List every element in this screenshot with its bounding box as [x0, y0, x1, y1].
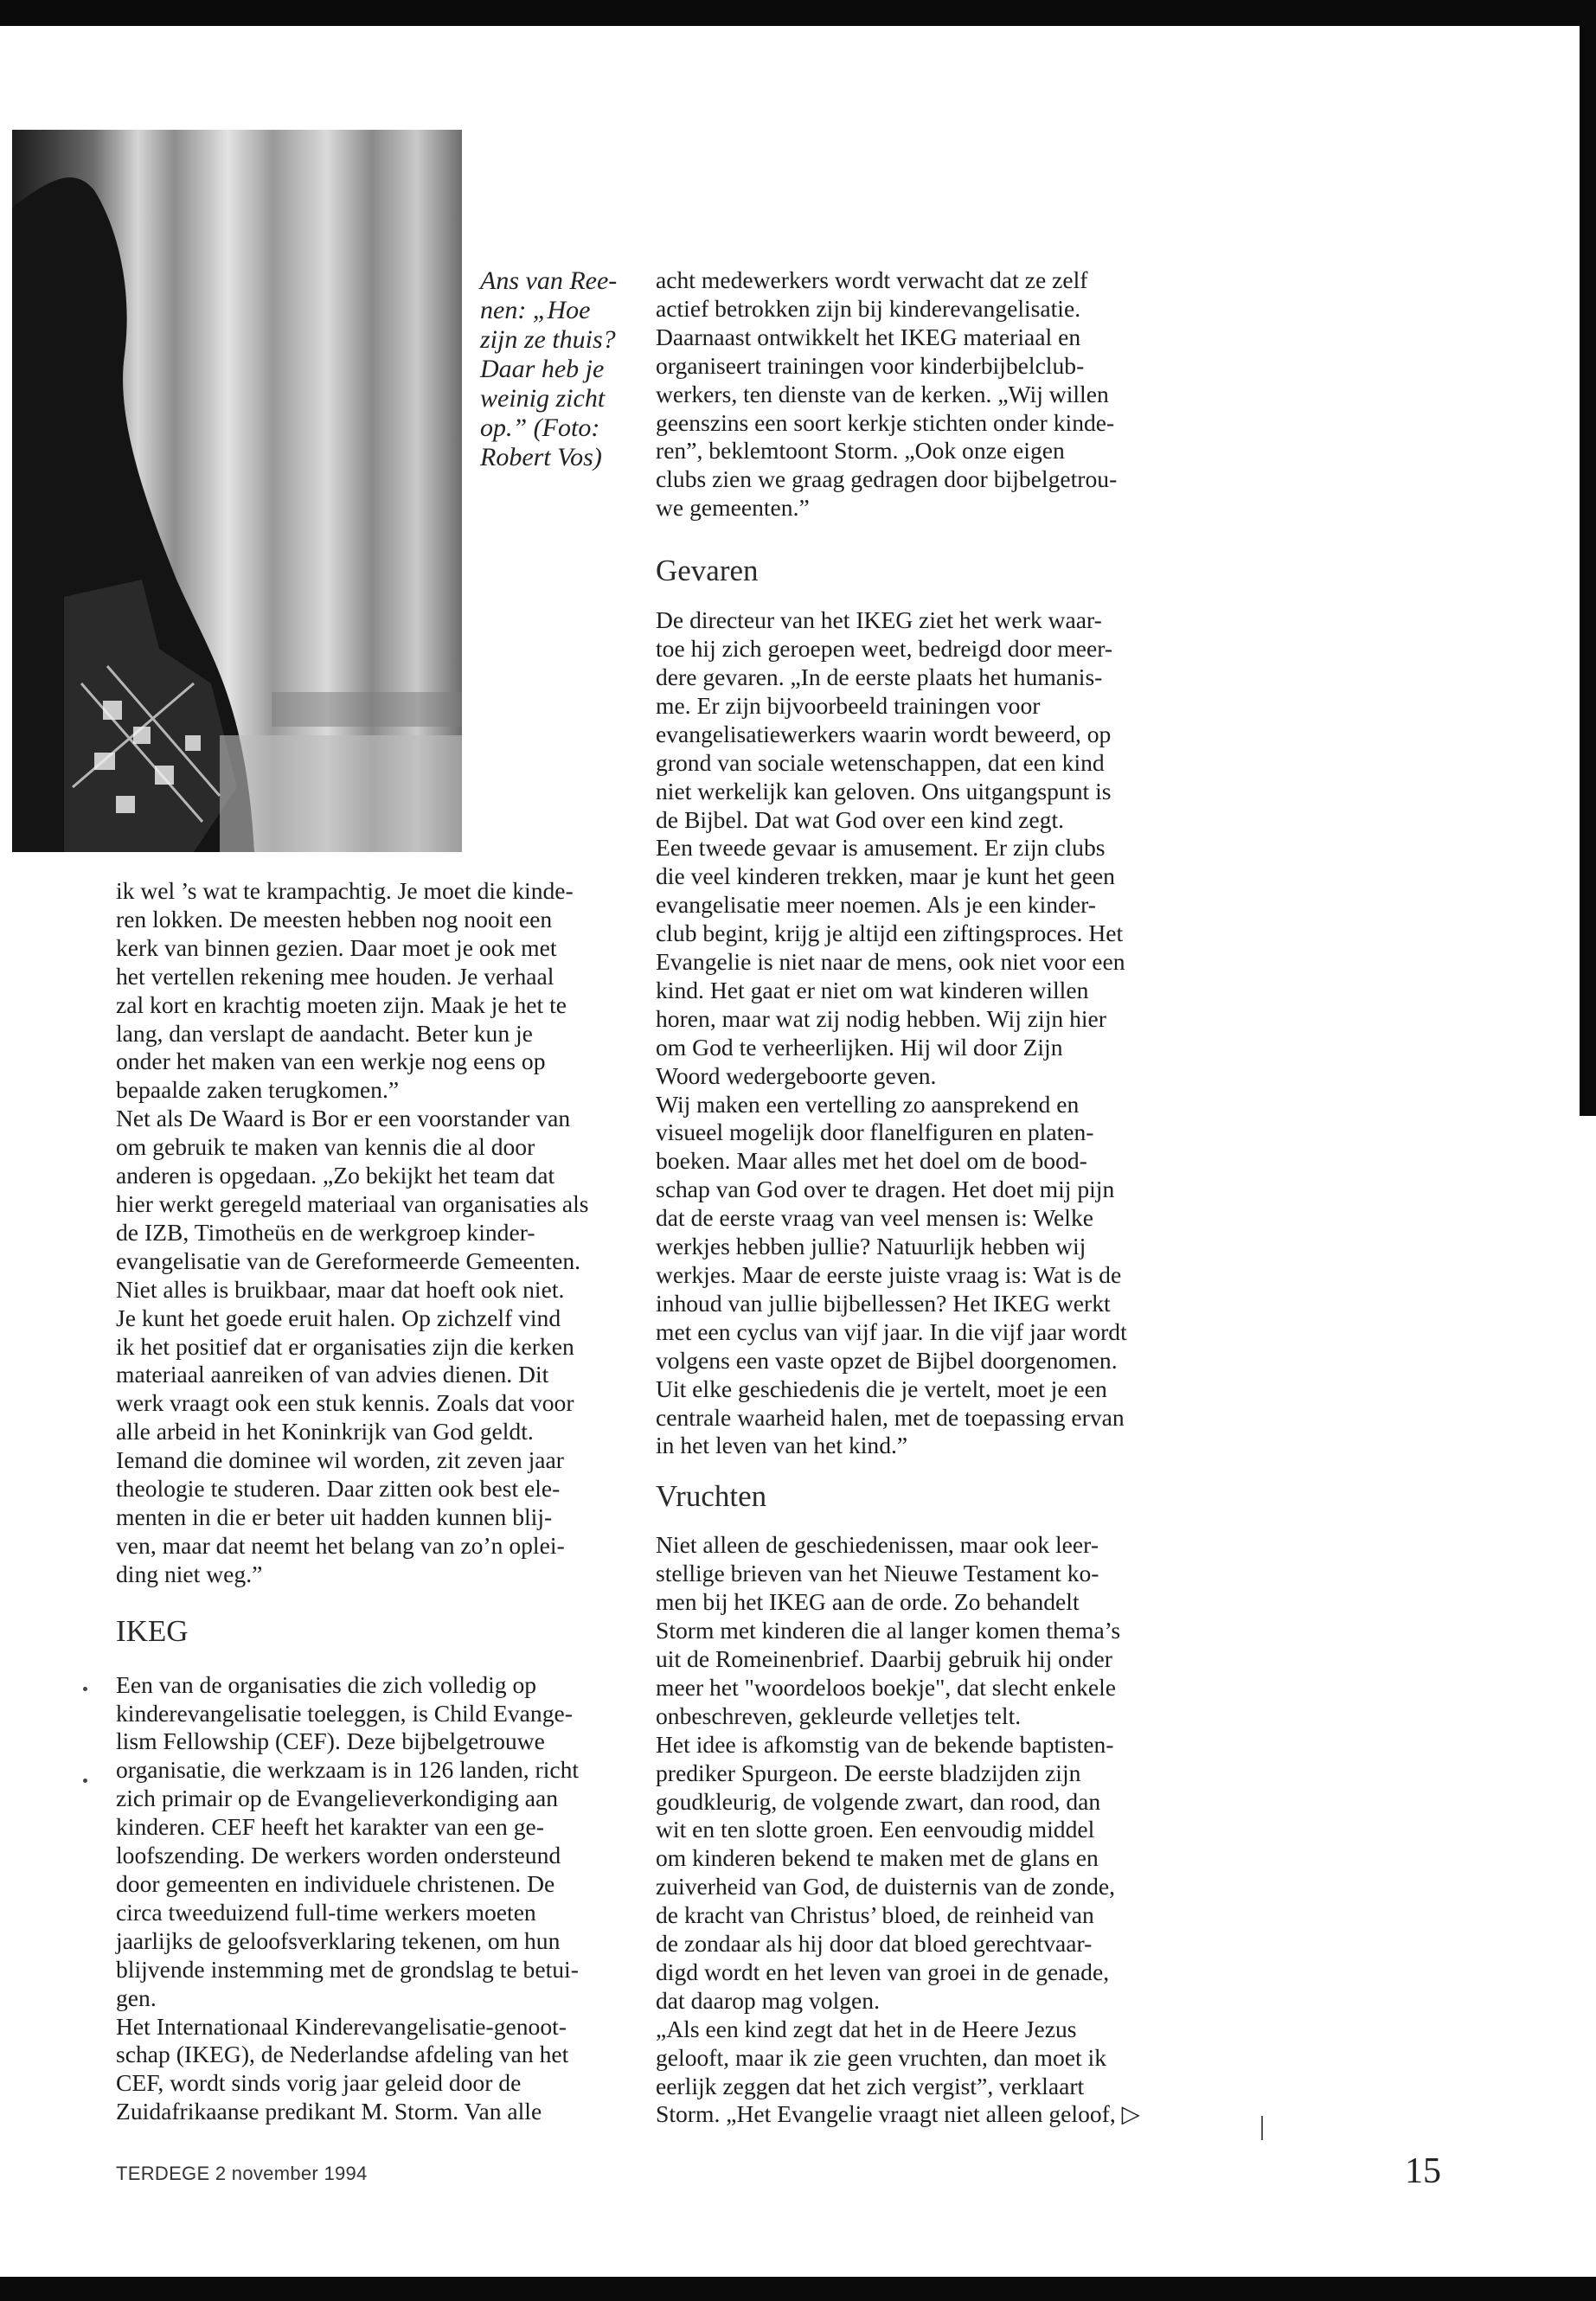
text-line: inhoud van jullie bijbellessen? Het IKEG werkt: [656, 1289, 1111, 1317]
text-line: blijvende instemming met de grondslag te betui-: [116, 1955, 579, 1983]
text-line: bepaalde zaken terugkomen.”: [116, 1076, 400, 1104]
text-line: ren”, beklemtoont Storm. „Ook onze eigen: [656, 437, 1065, 465]
text-line: boeken. Maar alles met het doel om de bood-: [656, 1147, 1087, 1175]
text-line: organisatie, die werkzaam is in 126 landen, richt: [116, 1756, 580, 1784]
text-line: wit en ten slotte groen. Een eenvoudig middel: [656, 1816, 1095, 1843]
left-column: [116, 877, 670, 2126]
text-line: eerlijk zeggen dat het zich vergist”, verklaart: [656, 2072, 1085, 2099]
text-line: me. Er zijn bijvoorbeeld trainingen voor: [656, 691, 1041, 719]
text-line: Zuidafrikaanse predikant M. Storm. Van alle: [116, 2098, 542, 2125]
text-line: zich primair op de Evangelieverkondiging aan: [116, 1785, 559, 1812]
text-line: gelooft, maar ik zie geen vruchten, dan moet ik: [656, 2043, 1107, 2071]
text-line: alle arbeid in het Koninkrijk van God geldt.: [116, 1418, 534, 1445]
text-line: organiseert trainingen voor kinderbijbelclub-: [656, 351, 1085, 379]
text-line: gen.: [116, 1984, 157, 2011]
top-border: [0, 0, 1596, 26]
caption-line: weinig zicht: [480, 384, 606, 413]
column-end-rule: [1261, 2116, 1263, 2140]
text-line: onder het maken van een werkje nog eens op: [116, 1048, 546, 1075]
text-line: ren lokken. De meesten hebben nog nooit een: [116, 905, 553, 933]
text-line: goudkleurig, de volgende zwart, dan rood, dan: [656, 1787, 1101, 1815]
text-line: prediker Spurgeon. De eerste bladzijden zijn: [656, 1759, 1081, 1786]
caption-line: Ans van Ree-: [480, 266, 618, 295]
text-line: digd wordt en het leven van groei in de genade,: [656, 1958, 1110, 1985]
text-line: evangelisatie meer noemen. Als je een kinder-: [656, 891, 1096, 919]
text-line: grond van sociale wetenschappen, dat een kind: [656, 748, 1105, 776]
text-line: werk vraagt ook een stuk kennis. Zoals dat voor: [116, 1389, 574, 1417]
text-line: De directeur van het IKEG ziet het werk waar-: [656, 606, 1102, 634]
text-line: ven, maar dat neemt het belang van zo’n oplei-: [116, 1531, 565, 1559]
text-line: Het idee is afkomstig van de bekende baptisten-: [656, 1730, 1114, 1758]
text-line: uit de Romeinenbrief. Daarbij gebruik hij onder: [656, 1644, 1112, 1672]
text-line: Een tweede gevaar is amusement. Er zijn clubs: [656, 834, 1106, 862]
text-line: CEF, wordt sinds vorig jaar geleid door de: [116, 2069, 522, 2097]
photo-illustration: [12, 130, 462, 852]
text-line: met een cyclus van vijf jaar. In die vijf jaar wordt: [656, 1317, 1127, 1345]
text-line: volgens een vaste opzet de Bijbel doorgenomen.: [656, 1346, 1118, 1374]
text-line: ik het positief dat er organisaties zijn die kerken: [116, 1332, 574, 1360]
text-line: zuiverheid van God, de duisternis van de zonde,: [656, 1873, 1116, 1900]
text-line: die veel kinderen trekken, maar je kunt het geen: [656, 862, 1115, 890]
text-line: Het Internationaal Kinderevangelisatie-genoot-: [116, 2012, 567, 2040]
text-line: zal kort en krachtig moeten zijn. Maak je het te: [116, 990, 567, 1018]
text-line: om kinderen bekend te maken met de glans en: [656, 1844, 1099, 1872]
text-line: evangelisatiewerkers waarin wordt beweerd, op: [656, 720, 1112, 747]
section-heading-vruchten: Vruchten: [656, 1479, 767, 1514]
left-paragraph-ikeg: [116, 1671, 670, 2127]
text-line: Woord wedergeboorte geven.: [656, 1061, 937, 1089]
right-column: [656, 266, 1253, 2129]
caption-line: Robert Vos): [480, 443, 602, 471]
text-line: het vertellen rekening mee houden. Je verhaal: [116, 962, 554, 990]
caption-line: nen: „Hoe: [480, 296, 591, 324]
text-line: Storm. „Het Evangelie vraagt niet alleen geloof, ▷: [656, 2100, 1140, 2128]
text-line: kerk van binnen gezien. Daar moet je ook met: [116, 933, 557, 961]
text-line: Daarnaast ontwikkelt het IKEG materiaal en: [656, 323, 1081, 350]
text-line: theologie te studeren. Daar zitten ook best ele-: [116, 1475, 561, 1503]
text-line: de kracht van Christus’ bloed, de reinheid van: [656, 1901, 1094, 1929]
text-line: schap (IKEG), de Nederlandse afdeling van het: [116, 2041, 569, 2068]
text-line: niet werkelijk kan geloven. Ons uitgangspunt is: [656, 777, 1112, 804]
text-line: dere gevaren. „In de eerste plaats het humanis-: [656, 663, 1103, 690]
text-line: schap van God over te dragen. Het doet mij pijn: [656, 1176, 1115, 1203]
text-line: kinderen. CEF heeft het karakter van een ge-: [116, 1813, 544, 1841]
text-line: dat de eerste vraag van veel mensen is: Welke: [656, 1204, 1094, 1232]
text-line: de zondaar als hij door dat bloed gerechtvaar-: [656, 1930, 1093, 1958]
text-line: stellige brieven van het Nieuwe Testament ko-: [656, 1560, 1099, 1587]
section-heading-gevaren: Gevaren: [656, 554, 759, 588]
text-line: circa tweeduizend full-time werkers moeten: [116, 1898, 536, 1926]
text-line: horen, maar wat zij nodig hebben. Wij zijn hier: [656, 1004, 1106, 1032]
text-line: Wij maken een vertelling zo aansprekend en: [656, 1090, 1080, 1118]
text-line: acht medewerkers wordt verwacht dat ze zelf: [656, 266, 1088, 293]
caption-line: op.” (Foto:: [480, 413, 600, 442]
text-line: de IZB, Timotheüs en de werkgroep kinder-: [116, 1218, 535, 1246]
text-line: ding niet weg.”: [116, 1560, 263, 1587]
text-line: Je kunt het goede eruit halen. Op zichzelf vind: [116, 1304, 561, 1331]
right-paragraph-gevaren: [656, 606, 1253, 1460]
margin-mark: [83, 1779, 87, 1783]
text-line: Uit elke geschiedenis die je vertelt, moet je een: [656, 1375, 1107, 1402]
text-line: Net als De Waard is Bor er een voorstander van: [116, 1105, 571, 1132]
text-line: Een van de organisaties die zich volledig op: [116, 1670, 537, 1698]
text-line: dat daarop mag volgen.: [656, 1986, 880, 2014]
text-line: anderen is opgedaan. „Zo bekijkt het team dat: [116, 1162, 555, 1189]
text-line: om gebruik te maken van kennis die al door: [116, 1133, 535, 1161]
text-line: evangelisatie van de Gereformeerde Gemeenten.: [116, 1247, 581, 1274]
right-paragraph-intro: [656, 266, 1253, 522]
text-line: werkjes. Maar de eerste juiste vraag is: Wat is de: [656, 1261, 1122, 1288]
text-line: toe hij zich geroepen weet, bedreigd door meer-: [656, 635, 1113, 663]
text-line: menten in die er beter uit hadden kunnen blij-: [116, 1503, 553, 1530]
text-line: Evangelie is niet naar de mens, ook niet voor een: [656, 948, 1125, 976]
text-line: loofszending. De werkers worden ondersteund: [116, 1842, 561, 1869]
photo-caption: [480, 266, 636, 472]
text-line: Niet alleen de geschiedenissen, maar ook leer-: [656, 1531, 1099, 1559]
text-line: we gemeenten.”: [656, 494, 810, 522]
right-edge-border: [1580, 26, 1596, 1116]
text-line: club begint, krijg je altijd een ziftingsproces. Het: [656, 920, 1124, 947]
text-line: hier werkt geregeld materiaal van organisaties als: [116, 1189, 589, 1217]
publication-footer: TERDEGE 2 november 1994: [116, 2163, 368, 2184]
section-heading-ikeg: IKEG: [116, 1613, 189, 1648]
text-line: door gemeenten en individuele christenen. De: [116, 1870, 555, 1897]
text-line: actief betrokken zijn bij kinderevangelisatie.: [656, 294, 1081, 322]
caption-line: Daar heb je: [480, 355, 605, 383]
caption-line: zijn ze thuis?: [480, 325, 616, 354]
text-line: centrale waarheid halen, met de toepassing ervan: [656, 1403, 1125, 1431]
text-line: kinderevangelisatie toeleggen, is Child Evange-: [116, 1699, 573, 1727]
text-line: de Bijbel. Dat wat God over een kind zegt.: [656, 805, 1065, 833]
text-line: lism Fellowship (CEF). Deze bijbelgetrouwe: [116, 1727, 545, 1755]
text-line: om God te verheerlijken. Hij wil door Zijn: [656, 1033, 1063, 1061]
text-line: materiaal aanreiken of van advies dienen. Dit: [116, 1361, 549, 1388]
text-line: kind. Het gaat er niet om wat kinderen willen: [656, 976, 1089, 1003]
text-line: Storm met kinderen die al langer komen thema’s: [656, 1617, 1121, 1644]
text-line: meer het "woordeloos boekje", dat slecht enkele: [656, 1673, 1117, 1701]
article-photo: [12, 130, 462, 852]
text-line: geenszins een soort kerkje stichten onder kinde-: [656, 408, 1115, 436]
text-line: „Als een kind zegt dat het in de Heere Jezus: [656, 2015, 1077, 2042]
text-line: werkjes hebben jullie? Natuurlijk hebben wij: [656, 1233, 1086, 1260]
text-line: visueel mogelijk door flanelfiguren en platen-: [656, 1118, 1094, 1146]
bottom-border: [0, 2277, 1596, 2301]
text-line: clubs zien we graag gedragen door bijbelgetrou-: [656, 465, 1118, 493]
text-line: jaarlijks de geloofsverklaring tekenen, om hun: [116, 1926, 561, 1954]
text-line: lang, dan verslapt de aandacht. Beter kun je: [116, 1019, 533, 1047]
margin-mark: [83, 1687, 87, 1691]
page-number: 15: [1405, 2151, 1441, 2191]
text-line: Iemand die dominee wil worden, zit zeven jaar: [116, 1446, 564, 1474]
text-line: men bij het IKEG aan de orde. Zo behandelt: [656, 1588, 1080, 1616]
left-paragraph-continued: [116, 877, 670, 1589]
text-line: Niet alles is bruikbaar, maar dat hoeft ook niet.: [116, 1275, 565, 1303]
text-line: werkers, ten dienste van de kerken. „Wij willen: [656, 380, 1109, 407]
right-paragraph-vruchten: [656, 1531, 1253, 2129]
text-line: ik wel ’s wat te krampachtig. Je moet die kinde-: [116, 877, 574, 904]
text-line: in het leven van het kind.”: [656, 1432, 908, 1459]
text-line: onbeschreven, gekleurde velletjes telt.: [656, 1702, 1022, 1729]
